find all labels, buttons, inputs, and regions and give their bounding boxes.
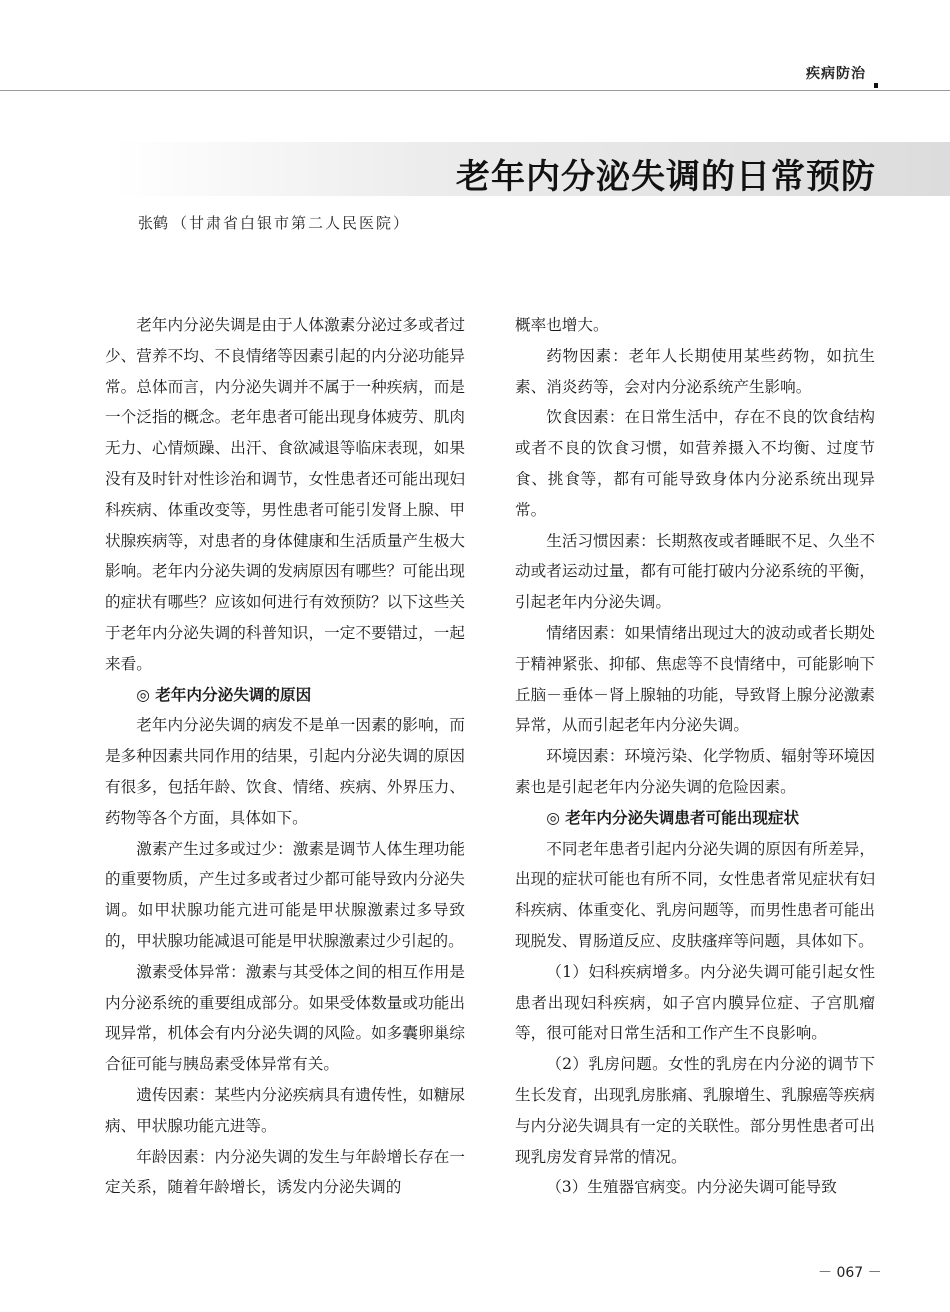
author-affiliation: （甘肃省白银市第二人民医院） xyxy=(172,214,411,232)
page-number: － 067 － xyxy=(818,1265,882,1281)
paragraph: （1）妇科疾病增多。内分泌失调可能引起女性患者出现妇科疾病，如子宫内膜异位症、子宫肌瘤等，很可能对日常生活和工作产生不良影响。 xyxy=(515,962,875,1043)
section-heading: ◎ 老年内分泌失调患者可能出现症状 xyxy=(546,807,800,827)
section-heading: ◎ 老年内分泌失调的原因 xyxy=(136,684,312,704)
paragraph: 老年内分泌失调是由于人体激素分泌过多或者过少、营养不均、不良情绪等因素引起的内分泌功能异常。总体而言，内分泌失调并不属于一种疾病，而是一个泛指的概念。老年患者可能出现身体疲劳、肌肉无力、心情烦躁、出汗、食欲减退等临床表现，如果没有及时针对性诊治和调节，女性患者还可能出现妇科疾病、体重改变等，男性患者可能引发肾上腺、甲状腺疾病等，对患者的身体健康和生活质量产生极大影响。老年内分泌失调的发病原因有哪些？可能出现的症状有哪些？应该如何进行有效预防？以下这些关于老年内分泌失调的科普知识，一定不要错过，一起来看。 xyxy=(105,316,465,673)
paragraph: 年龄因素：内分泌失调的发生与年龄增长存在一定关系，随着年龄增长，诱发内分泌失调的 xyxy=(105,1147,465,1197)
paragraph: （2）乳房问题。女性的乳房在内分泌的调节下生长发育，出现乳房胀痛、乳腺增生、乳腺癌等疾病与内分泌失调具有一定的关联性。部分男性患者可出现乳房发育异常的情况。 xyxy=(515,1055,875,1166)
paragraph: 不同老年患者引起内分泌失调的原因有所差异，出现的症状可能也有所不同，女性患者常见症状有妇科疾病、体重变化、乳房问题等，而男性患者可能出现脱发、胃肠道反应、皮肤瘙痒等问题，具体如下。 xyxy=(515,839,875,950)
author-name: 张鹤 xyxy=(138,214,169,232)
article-title: 老年内分泌失调的日常预防 xyxy=(456,157,876,197)
section-marker xyxy=(874,83,878,88)
paragraph: 环境因素：环境污染、化学物质、辐射等环境因素也是引起老年内分泌失调的危险因素。 xyxy=(515,747,875,796)
paragraph: 激素受体异常：激素与其受体之间的相互作用是内分泌系统的重要组成部分。如果受体数量或功能出现异常，机体会有内分泌失调的风险。如多囊卵巢综合征可能与胰岛素受体异常有关。 xyxy=(105,962,465,1074)
paragraph: 生活习惯因素：长期熬夜或者睡眠不足、久坐不动或者运动过量，都有可能打破内分泌系统的平衡，引起老年内分泌失调。 xyxy=(515,531,875,612)
paragraph: 激素产生过多或过少：激素是调节人体生理功能的重要物质，产生过多或者过少都可能导致内分泌失调。如甲状腺功能亢进可能是甲状腺激素过多导致的，甲状腺功能减退可能是甲状腺激素过少引起的。 xyxy=(105,839,465,950)
paragraph: （3）生殖器官病变。内分泌失调可能导致 xyxy=(546,1178,837,1197)
paragraph: 老年内分泌失调的病发不是单一因素的影响，而是多种因素共同作用的结果，引起内分泌失调的原因有很多，包括年龄、饮食、情绪、疾病、外界压力、药物等各个方面，具体如下。 xyxy=(105,716,465,827)
paragraph: 饮食因素：在日常生活中，存在不良的饮食结构或者不良的饮食习惯，如营养摄入不均衡、过度节食、挑食等，都有可能导致身体内分泌系统出现异常。 xyxy=(515,408,875,519)
paragraph: 遗传因素：某些内分泌疾病具有遗传性，如糖尿病、甲状腺功能亢进等。 xyxy=(105,1085,465,1135)
left-column xyxy=(105,310,465,1203)
right-column xyxy=(515,310,875,1203)
paragraph-continued: 概率也增大。 xyxy=(515,316,609,334)
section-label: 疾病防治 xyxy=(806,66,866,82)
paragraph: 情绪因素：如果情绪出现过大的波动或者长期处于精神紧张、抑郁、焦虑等不良情绪中，可能影响下丘脑－垂体－肾上腺轴的功能，导致肾上腺分泌激素异常，从而引起老年内分泌失调。 xyxy=(515,623,875,735)
paragraph: 药物因素：老年人长期使用某些药物，如抗生素、消炎药等，会对内分泌系统产生影响。 xyxy=(515,346,875,396)
byline xyxy=(138,212,410,233)
header-divider xyxy=(0,90,950,91)
